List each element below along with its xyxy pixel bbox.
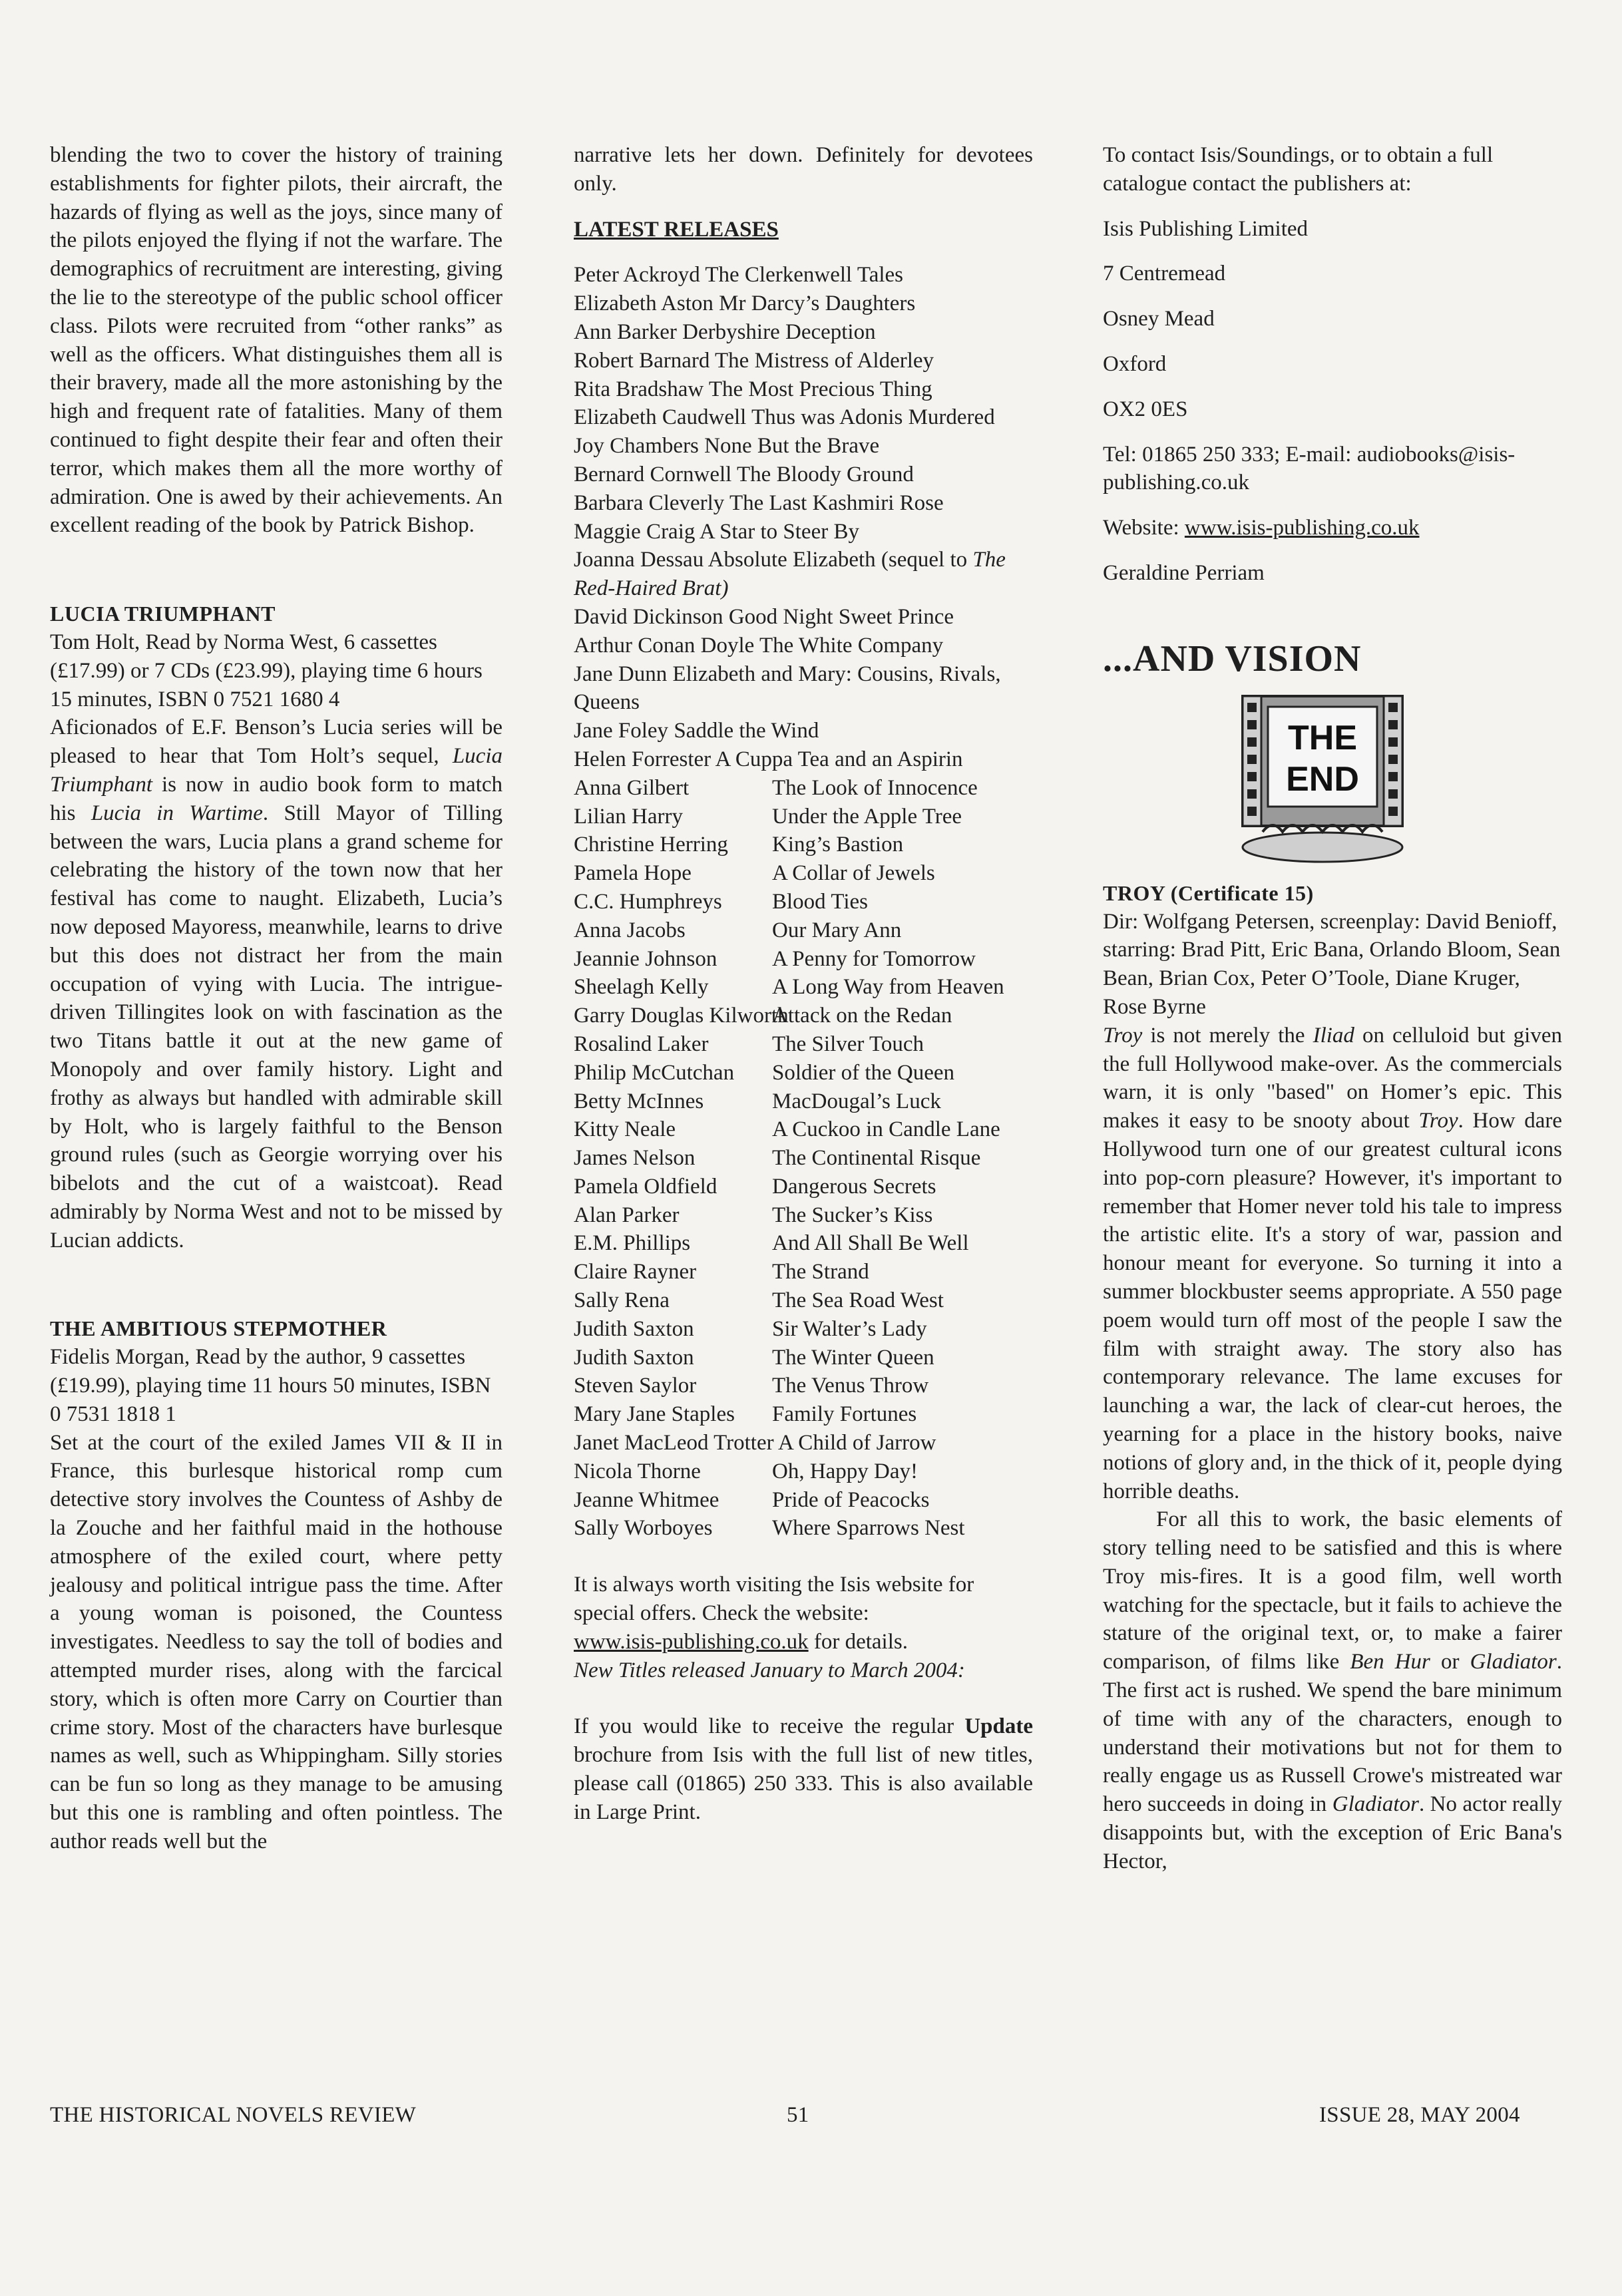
release-item (574, 717, 1033, 745)
release-item (574, 1286, 1033, 1315)
release-author: Maggie Craig (574, 519, 696, 544)
release-item (574, 1115, 1033, 1144)
release-title: Where Sparrows Nest (772, 1516, 965, 1541)
release-item (574, 461, 1033, 489)
release-title: The White Company (759, 633, 944, 658)
the-end-cinema-logo (1216, 691, 1429, 864)
release-author: Sally Worboyes (574, 1516, 713, 1541)
and-vision-heading: ...AND VISION (1103, 638, 1362, 679)
release-author: Sally Rena (574, 1288, 670, 1313)
review-title-stepmother: THE AMBITIOUS STEPMOTHER (50, 1316, 387, 1341)
release-item (574, 916, 1033, 945)
release-title: The Winter Queen (772, 1345, 934, 1370)
release-title: Pride of Peacocks (772, 1487, 930, 1512)
release-title: Blood Ties (772, 889, 868, 914)
release-author: Kitty Neale (574, 1117, 676, 1142)
column-right (1103, 141, 1562, 1876)
latest-releases-heading: LATEST RELEASES (574, 217, 779, 242)
releases-list (574, 1429, 1033, 1457)
review-title-troy: TROY (Certificate 15) (1103, 880, 1314, 905)
releases-list (574, 261, 1033, 773)
new-titles-note: New Titles released January to March 2004: (574, 1658, 965, 1682)
footer-issue: ISSUE 28, MAY 2004 (1319, 2103, 1520, 2127)
release-title: Good Night Sweet Prince (728, 604, 954, 629)
release-item (574, 375, 1033, 404)
release-author: Anna Gilbert (574, 775, 690, 800)
release-item (574, 261, 1033, 289)
release-item (574, 1144, 1033, 1173)
release-author: Rita Bradshaw (574, 377, 704, 401)
release-item (574, 1400, 1033, 1429)
release-title: Family Fortunes (772, 1402, 917, 1427)
website-note: It is always worth visiting the Isis website for special offers. Check the website: www.isis-publishing.co.uk for details. (574, 1573, 974, 1654)
address-line: Isis Publishing Limited (1103, 216, 1309, 241)
release-author: Jane Foley (574, 719, 669, 743)
address-line: Osney Mead (1103, 307, 1215, 331)
logo-text-the: THE (1288, 718, 1357, 757)
release-title: Mr Darcy’s Daughters (719, 291, 916, 316)
release-author: Jeannie Johnson (574, 946, 717, 971)
release-title: The Look of Innocence (772, 775, 978, 800)
review-details-stepmother: Fidelis Morgan, Read by the author, 9 cassettes (£19.99), playing time 11 hours 50 minutes, ISBN 0 7531 1818 1 (50, 1345, 491, 1426)
footer-page-number: 51 (787, 2103, 809, 2127)
release-item (574, 1486, 1033, 1515)
release-item (574, 1030, 1033, 1059)
contact-tel-email: Tel: 01865 250 333; E-mail: audiobooks@isis-publishing.co.uk (1103, 442, 1516, 495)
release-author: Garry Douglas Kilworth (574, 1004, 789, 1028)
releases-list (574, 1457, 1033, 1543)
release-item (574, 888, 1033, 916)
release-author: Steven Saylor (574, 1374, 697, 1398)
release-item (574, 603, 1033, 632)
release-item (574, 1059, 1033, 1087)
release-item (574, 289, 1033, 318)
release-item (574, 1087, 1033, 1116)
release-author: Barbara Cleverly (574, 490, 725, 515)
release-author: C.C. Humphreys (574, 889, 722, 914)
release-author: Lilian Harry (574, 804, 684, 829)
release-author: Helen Forrester (574, 747, 711, 771)
release-title: The Venus Throw (772, 1374, 929, 1398)
release-author: Judith Saxton (574, 1345, 694, 1370)
column-middle (574, 141, 1033, 1827)
release-item (574, 745, 1033, 774)
release-author: Bernard Cornwell (574, 462, 732, 486)
release-title: The Clerkenwell Tales (705, 263, 904, 287)
release-author: Joy Chambers (574, 434, 699, 459)
release-title: The Most Precious Thing (708, 377, 932, 401)
release-item (574, 831, 1033, 859)
release-item (574, 945, 1033, 974)
review-details-troy: Dir: Wolfgang Petersen, screenplay: David Benioff, starring: Brad Pitt, Eric Bana, Orlando Bloom, Sean Bean, Brian Cox, Peter O’Toole, Diane Kruger, Rose Byrne (1103, 909, 1561, 1019)
review-body-troy-p1: Troy is not merely the Iliad on celluloid but given the full Hollywood make-over. As the commercials warn, it is only "based" on Homer’s epic. This makes it easy to be snooty about Troy. How dare Hollywood turn one of our greatest cultural icons into pop-corn pleasure? However, it's important to remember that Homer never told his tale to impress the artistic elite. It's a story of war, passion and honour meant for everyone. So turning it into a summer blockbuster seems appropriate. A 550 page poem would turn off most of the people I saw the film with straight away. The story also has contemporary relevance. The lame excuses for launching a war, the lack of clear-cut heroes, the yearning for a place in the history books, naive notions of glory and, in the thick of it, people dying horrible deaths. (1103, 1023, 1562, 1503)
release-author: Jane Dunn (574, 662, 668, 686)
release-title: A Penny for Tomorrow (772, 946, 976, 971)
column-left (50, 141, 503, 1856)
release-item (574, 632, 1033, 660)
release-item (574, 1258, 1033, 1286)
release-title: Derbyshire Deception (682, 319, 876, 344)
release-title-italic: The Red-Haired Brat) (574, 548, 1006, 601)
release-item (574, 1372, 1033, 1400)
review-continuation: blending the two to cover the history of training establishments for fighter pilots, their aircraft, the hazards of flying as well as the joys, since many of the pilots enjoyed the flying if not the warfare. The demographics of recruitment are interesting, giving the lie to the stereotype of the public school officer class. Pilots were recruited from “other ranks” as well as the officers. What distinguishes them all is their bravery, made all the more astonishing by the high and frequent rate of fatalities. Many of them continued to fight despite their fear and often their terror, which makes them all the more worthy of admiration. One is awed by their achievements. An excellent reading of the book by Patrick Bishop. (50, 143, 503, 538)
release-author: Pamela Hope (574, 861, 692, 886)
release-title: Saddle the Wind (674, 719, 819, 743)
release-item (574, 660, 1033, 717)
release-author: Mary Jane Staples (574, 1402, 735, 1427)
release-title: Oh, Happy Day! (772, 1459, 918, 1483)
release-title: A Star to Steer By (699, 519, 859, 544)
release-item (574, 403, 1033, 432)
isis-website-link[interactable]: www.isis-publishing.co.uk (1184, 516, 1420, 540)
footer-publication-title: THE HISTORICAL NOVELS REVIEW (50, 2103, 417, 2127)
review-continuation-end: narrative lets her down. Definitely for devotees only. (574, 143, 1033, 196)
release-title: Soldier of the Queen (772, 1060, 955, 1085)
release-item (574, 546, 1033, 603)
release-title: Thus was Adonis Murdered (751, 405, 995, 430)
release-title: Attack on the Redan (772, 1004, 952, 1028)
contact-intro: To contact Isis/Soundings, or to obtain a full catalogue contact the publishers at: (1103, 143, 1494, 196)
release-title: The Strand (772, 1260, 869, 1284)
releases-list (574, 774, 1033, 1030)
release-author: Elizabeth Aston (574, 291, 713, 316)
release-author: David Dickinson (574, 604, 723, 629)
release-author: Betty McInnes (574, 1089, 704, 1113)
release-title: The Sucker’s Kiss (772, 1203, 933, 1227)
release-item (574, 1344, 1033, 1372)
releases-list (574, 1030, 1033, 1429)
update-brochure-note: If you would like to receive the regular Update brochure from Isis with the full list of new titles, please call (01865) 250 333. This is also available in Large Print. (574, 1714, 1033, 1824)
logo-text-end: END (1286, 759, 1359, 799)
release-author: Ann Barker (574, 319, 677, 344)
release-title: Dangerous Secrets (772, 1174, 936, 1199)
release-author: Philip McCutchan (574, 1060, 735, 1085)
release-item (574, 973, 1033, 1002)
release-item (574, 1173, 1033, 1201)
release-title: Under the Apple Tree (772, 804, 962, 829)
release-author: Pamela Oldfield (574, 1174, 717, 1199)
release-title: Absolute Elizabeth (sequel to (708, 548, 973, 572)
release-title: King’s Bastion (772, 833, 904, 857)
review-body-lucia: Aficionados of E.F. Benson’s Lucia series will be pleased to hear that Tom Holt’s sequel, Lucia Triumphant is now in audio book form to match his Lucia in Wartime. Still Mayor of Tilling between the wars, Lucia plans a grand scheme for celebrating the history of the town now that her festival has come to naught. Elizabeth, Lucia’s now deposed Mayoress, meanwhile, learns to drive but this does not distract her from the main occupation of vying with Lucia. The intrigue-driven Tillingites look on with fascination as the two Titans battle it out at the new game of Monopoly and over family history. Light and frothy as always but handled with admirable skill by Holt, who is largely faithful to the Benson ground rules (such as Georgie worrying over his bibelots and the cut of a waistcoat). Read admirably by Norma West and not to be missed by Lucian addicts. (50, 715, 503, 1252)
isis-website-link[interactable]: www.isis-publishing.co.uk (574, 1629, 809, 1654)
release-title: Our Mary Ann (772, 918, 902, 942)
release-author: Elizabeth Caudwell (574, 405, 747, 430)
release-item (574, 859, 1033, 888)
release-title: The Continental Risque (772, 1146, 981, 1171)
release-title: The Sea Road West (772, 1288, 944, 1313)
release-item (574, 774, 1033, 803)
review-details-lucia: Tom Holt, Read by Norma West, 6 cassettes (£17.99) or 7 CDs (£23.99), playing time 6 hours 15 minutes, ISBN 0 7521 1680 4 (50, 630, 483, 711)
review-title-lucia: LUCIA TRIUMPHANT (50, 602, 276, 626)
address-line: OX2 0ES (1103, 397, 1188, 421)
release-title: Elizabeth and Mary: Cousins, Rivals, Queens (574, 662, 1001, 715)
release-item (574, 347, 1033, 375)
release-author: Joanna Dessau (574, 548, 704, 572)
contact-block (1103, 141, 1562, 588)
release-author: Rosalind Laker (574, 1032, 709, 1056)
address-line: Oxford (1103, 351, 1167, 376)
release-author: Robert Barnard (574, 348, 710, 373)
release-author: Janet MacLeod Trotter (574, 1431, 774, 1455)
contact-name: Geraldine Perriam (1103, 560, 1265, 585)
release-title: A Cuppa Tea and an Aspirin (715, 747, 963, 771)
release-title: And All Shall Be Well (772, 1231, 969, 1256)
release-author: Judith Saxton (574, 1316, 694, 1341)
release-title: A Long Way from Heaven (772, 975, 1004, 1000)
release-title: A Collar of Jewels (772, 861, 935, 886)
release-author: Sheelagh Kelly (574, 975, 709, 1000)
release-title: A Child of Jarrow (778, 1431, 936, 1455)
release-item (574, 1429, 1033, 1457)
release-author: Nicola Thorne (574, 1459, 701, 1483)
release-item (574, 803, 1033, 831)
release-item (574, 1201, 1033, 1230)
release-title: The Mistress of Alderley (715, 348, 934, 373)
release-item (574, 1229, 1033, 1258)
release-author: E.M. Phillips (574, 1231, 691, 1256)
release-item (574, 1002, 1033, 1030)
review-body-troy-p2: For all this to work, the basic elements of story telling need to be satisfied and this is where Troy mis-fires. It is a good film, well worth watching for the spectacle, but it fails to achieve the stature of the original text, or, to make a fairer comparison, of films like Ben Hur or Gladiator. The first act is rushed. We spend the bare minimum of time with any of the characters, enough to understand their motivations but not for them to really engage us as Russell Crowe's mistreated war hero succeeds in doing in Gladiator. No actor really disappoints but, with the exception of Eric Bana's Hector, (1103, 1507, 1562, 1873)
release-author: James Nelson (574, 1146, 696, 1171)
release-item (574, 1315, 1033, 1344)
release-author: Jeanne Whitmee (574, 1487, 719, 1512)
review-body-stepmother: Set at the court of the exiled James VII & II in France, this burlesque historical romp cum detective story involves the Countess of Ashby de la Zouche and her faithful maid in the hothouse atmosphere of the exiled court, where petty jealousy and political intrigue pass the time. After a young woman is poisoned, the Countess investigates. Needless to say the toll of bodies and attempted murder rises, along with the farcical story, which is often more Carry on Courtier than crime story. Most of the characters have burlesque names as well, such as Whippingham. Silly stories can be fun so long as they manage to be amusing but this one is rambling and often pointless. The author reads well but the (50, 1430, 503, 1853)
release-author: Alan Parker (574, 1203, 680, 1227)
release-title: The Last Kashmiri Rose (729, 490, 944, 515)
release-author: Arthur Conan Doyle (574, 633, 755, 658)
release-author: Peter Ackroyd (574, 263, 700, 287)
release-author: Christine Herring (574, 833, 728, 857)
release-title: MacDougal’s Luck (772, 1089, 941, 1113)
release-item (574, 1457, 1033, 1486)
release-title: The Silver Touch (772, 1032, 924, 1056)
release-item (574, 1514, 1033, 1543)
release-author: Claire Rayner (574, 1260, 697, 1284)
release-title: A Cuckoo in Candle Lane (772, 1117, 1000, 1142)
release-title: The Bloody Ground (737, 462, 914, 486)
contact-website: Website: www.isis-publishing.co.uk (1103, 516, 1420, 540)
release-title: Sir Walter’s Lady (772, 1316, 927, 1341)
release-item (574, 432, 1033, 461)
release-author: Anna Jacobs (574, 918, 686, 942)
address-line: 7 Centremead (1103, 262, 1226, 286)
release-title: None But the Brave (704, 434, 880, 459)
release-item (574, 518, 1033, 546)
release-item (574, 318, 1033, 347)
release-item (574, 489, 1033, 518)
